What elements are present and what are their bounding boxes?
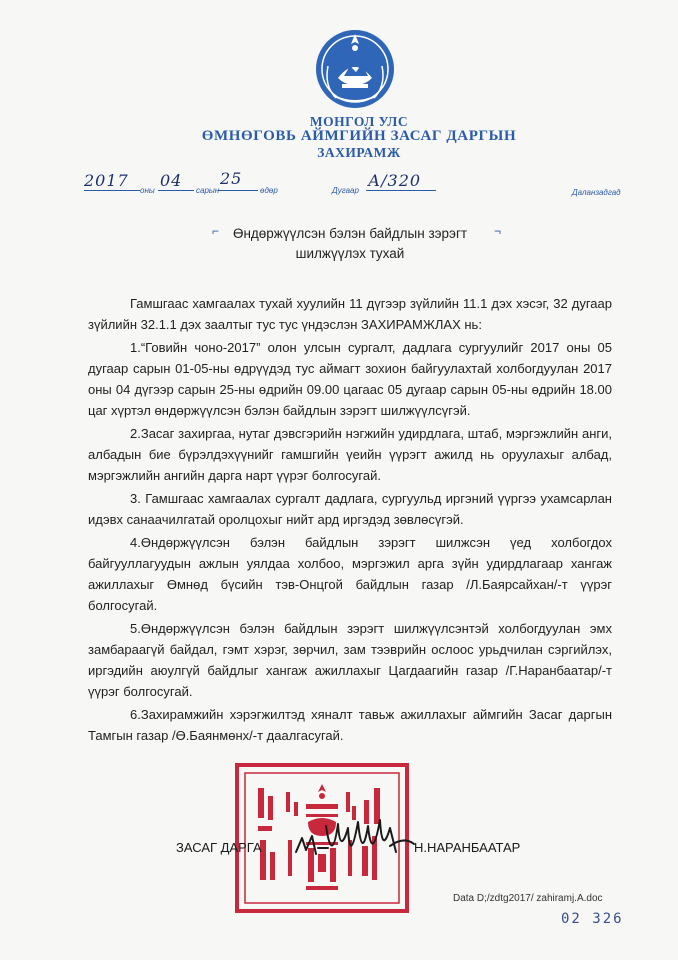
issuer-title: ӨМНӨГОВЬ АЙМГИЙН ЗАСАГ ДАРГЫН — [201, 128, 517, 144]
subject-line-2: шилжүүлэх тухай — [295, 246, 405, 261]
issue-place: Даланзадгад — [572, 188, 621, 197]
document-number: А/320 — [368, 171, 422, 190]
handwritten-signature-icon — [292, 806, 420, 876]
subject-line-1: Өндөржүүлсэн бэлэн байдлын зэрэгт — [232, 226, 468, 241]
subject-bracket-right: ¬ — [494, 224, 502, 238]
signer-title: ЗАСАГ ДАРГА — [176, 840, 262, 855]
date-year: 2017 — [84, 171, 129, 190]
date-day: 25 — [220, 169, 243, 188]
body-item-1: 1.“Говийн чоно-2017” олон улсын сургалт, дадлага сургуулийг 2017 оны 05 дугаар сарын 01-05-ны өдрүүдэд тус аймагт зохион байгуулахтай холбогдуулан 2017 оны 04 дүгээр сарын 25-ны өдрийн 09.00 цагаас 05 дугаар сарын 05-ны өдрийн 18.00 цаг хүртэл өндөржүүлсэн бэлэн байдлын зэрэгт шилжүүлсүгэй. — [88, 340, 612, 418]
number-label: Дугаар — [332, 186, 359, 195]
date-month: 04 — [160, 171, 183, 190]
subject — [220, 224, 480, 264]
body-item-4: 4.Өндөржүүлсэн бэлэн байдлын зэрэгт шилжсэн үед холбогдох байгууллагуудын ажлын уялдаа холбоо, мэргэжил арга зүйн удирдлагаар хангаж ажиллахыг Өмнөд бүсийн тэв-Онцгой байдлын газар /Л.Баярсайхан/-т үүрэг болгосугай. — [88, 535, 612, 613]
body-intro: Гамшгаас хамгаалах тухай хуулийн 11 дүгээр зүйлийн 11.1 дэх хэсэг, 32 дугаар зүйлийн 32.1.1 дэх заалтыг тус тус үндэслэн ЗАХИРАМЖЛАХ нь: — [88, 296, 612, 332]
body-item-6: 6.Захирамжийн хэрэгжилтэд хяналт тавьж ажиллахыг аймгийн Засаг даргын Тамгын газар /Ө.Баянмөнх/-т даалгасугай. — [88, 707, 612, 743]
body-item-2: 2.Засаг захиргаа, нутаг дэвсгэрийн нэгжийн удирдлага, штаб, мэргэжлийн анги, албадын бие бүрэлдэхүүнийг гамшгийн үеийн үүрэгт ажилд нь оруулахыг албад, мэргэжлийн ангийн дарга нарт үүрэг болгосугай. — [88, 426, 612, 483]
state-emblem-icon — [314, 26, 396, 112]
document-type-title: ЗАХИРАМЖ — [317, 145, 401, 160]
body-item-3: 3. Гамшгаас хамгаалах сургалт дадлага, сургуульд иргэний үүргээ ухамсарлан идэвх санаачилгатай оролцохыг нийт ард иргэдэд зөвлөсүгэй. — [88, 491, 612, 527]
signer-name: Н.НАРАНБААТАР — [414, 840, 521, 855]
subject-bracket-left: ⌐ — [212, 224, 220, 238]
month-label: сарын — [196, 186, 220, 195]
year-label: оны — [140, 186, 155, 195]
registration-number: 02 326 — [561, 911, 624, 927]
body-item-5: 5.Өндөржүүлсэн бэлэн байдлын зэрэгт шилжүүлсэнтэй холбогдуулан эмх замбараагүй байдал, гэмт хэрэг, зөрчил, зам тээврийн ослоос урьдчилан сэргийлэх, иргэдийн аюулгүй байдлыг хангаж ажиллахыг Цагдаагийн газар /Г.Наранбаатар/-т үүрэг болгосугай. — [88, 621, 612, 699]
day-label: өдөр — [260, 186, 278, 195]
country-title: МОНГОЛ УЛС — [309, 114, 409, 129]
body-text — [88, 293, 612, 746]
file-path: Data D;/zdtg2017/ zahiramj.A.doc — [453, 893, 603, 904]
